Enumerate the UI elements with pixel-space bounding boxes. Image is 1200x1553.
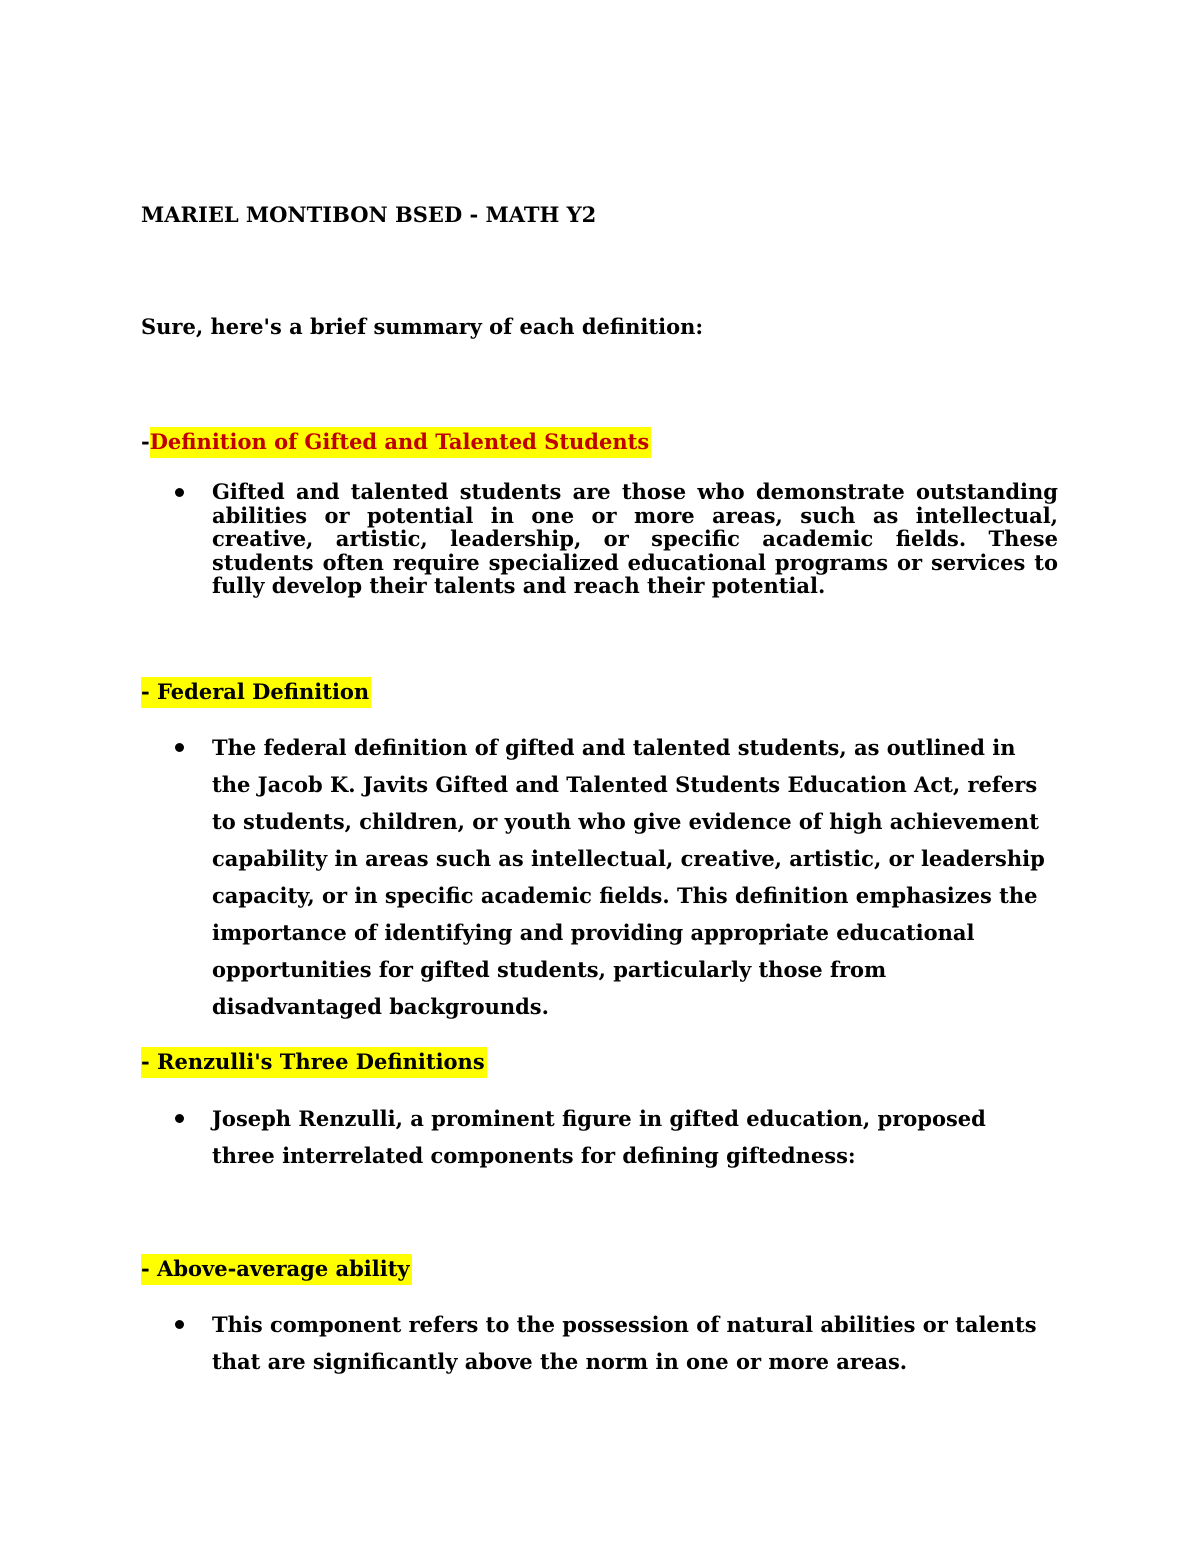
bullet-icon: [175, 1114, 184, 1123]
bullet-icon: [175, 743, 184, 752]
bullet-icon: [175, 1320, 184, 1329]
bullet-above-average: [212, 1306, 1054, 1380]
bullet-text: Joseph Renzulli, a prominent figure in gifted education, proposed three interrelated components for defining giftedness:: [212, 1106, 986, 1168]
section-heading-renzulli: [141, 1044, 487, 1080]
author-line: MARIEL MONTIBON BSED - MATH Y2: [141, 202, 597, 227]
bullet-federal: [212, 729, 1054, 1025]
bullet-renzulli: [212, 1100, 1012, 1174]
bullet-text: This component refers to the possession of natural abilities or talents that are significantly above the norm in one or more areas.: [212, 1312, 1037, 1374]
bullet-text: The federal definition of gifted and talented students, as outlined in the Jacob K. Javits Gifted and Talented Students Education Act, refers to students, children, or youth who give evidence of high achievement capability in areas such as intellectual, creative, artistic, or leadership capacity, or in specific academic fields. This definition emphasizes the importance of identifying and providing appropriate educational opportunities for gifted students, particularly those from disadvantaged backgrounds.: [212, 735, 1045, 1019]
section-heading-above-average: [141, 1251, 412, 1287]
bullet-gifted-talented: [212, 480, 1058, 598]
heading-title: Definition of Gifted and Talented Students: [150, 427, 651, 458]
intro-text: Sure, here's a brief summary of each definition:: [141, 314, 704, 339]
section-heading-gifted-talented: [141, 424, 651, 460]
heading-title: - Renzulli's Three Definitions: [141, 1047, 487, 1078]
bullet-text: Gifted and talented students are those who demonstrate outstanding abilities or potential in one or more areas, such as intellectual, creative, artistic, leadership, or specific academic fields. These students often require specialized educational programs or services to fully develop their talents and reach their potential.: [212, 479, 1058, 598]
heading-prefix: -: [141, 429, 150, 454]
heading-title: - Federal Definition: [141, 677, 371, 708]
heading-title: - Above-average ability: [141, 1254, 412, 1285]
bullet-icon: [175, 488, 184, 497]
section-heading-federal: [141, 674, 371, 710]
